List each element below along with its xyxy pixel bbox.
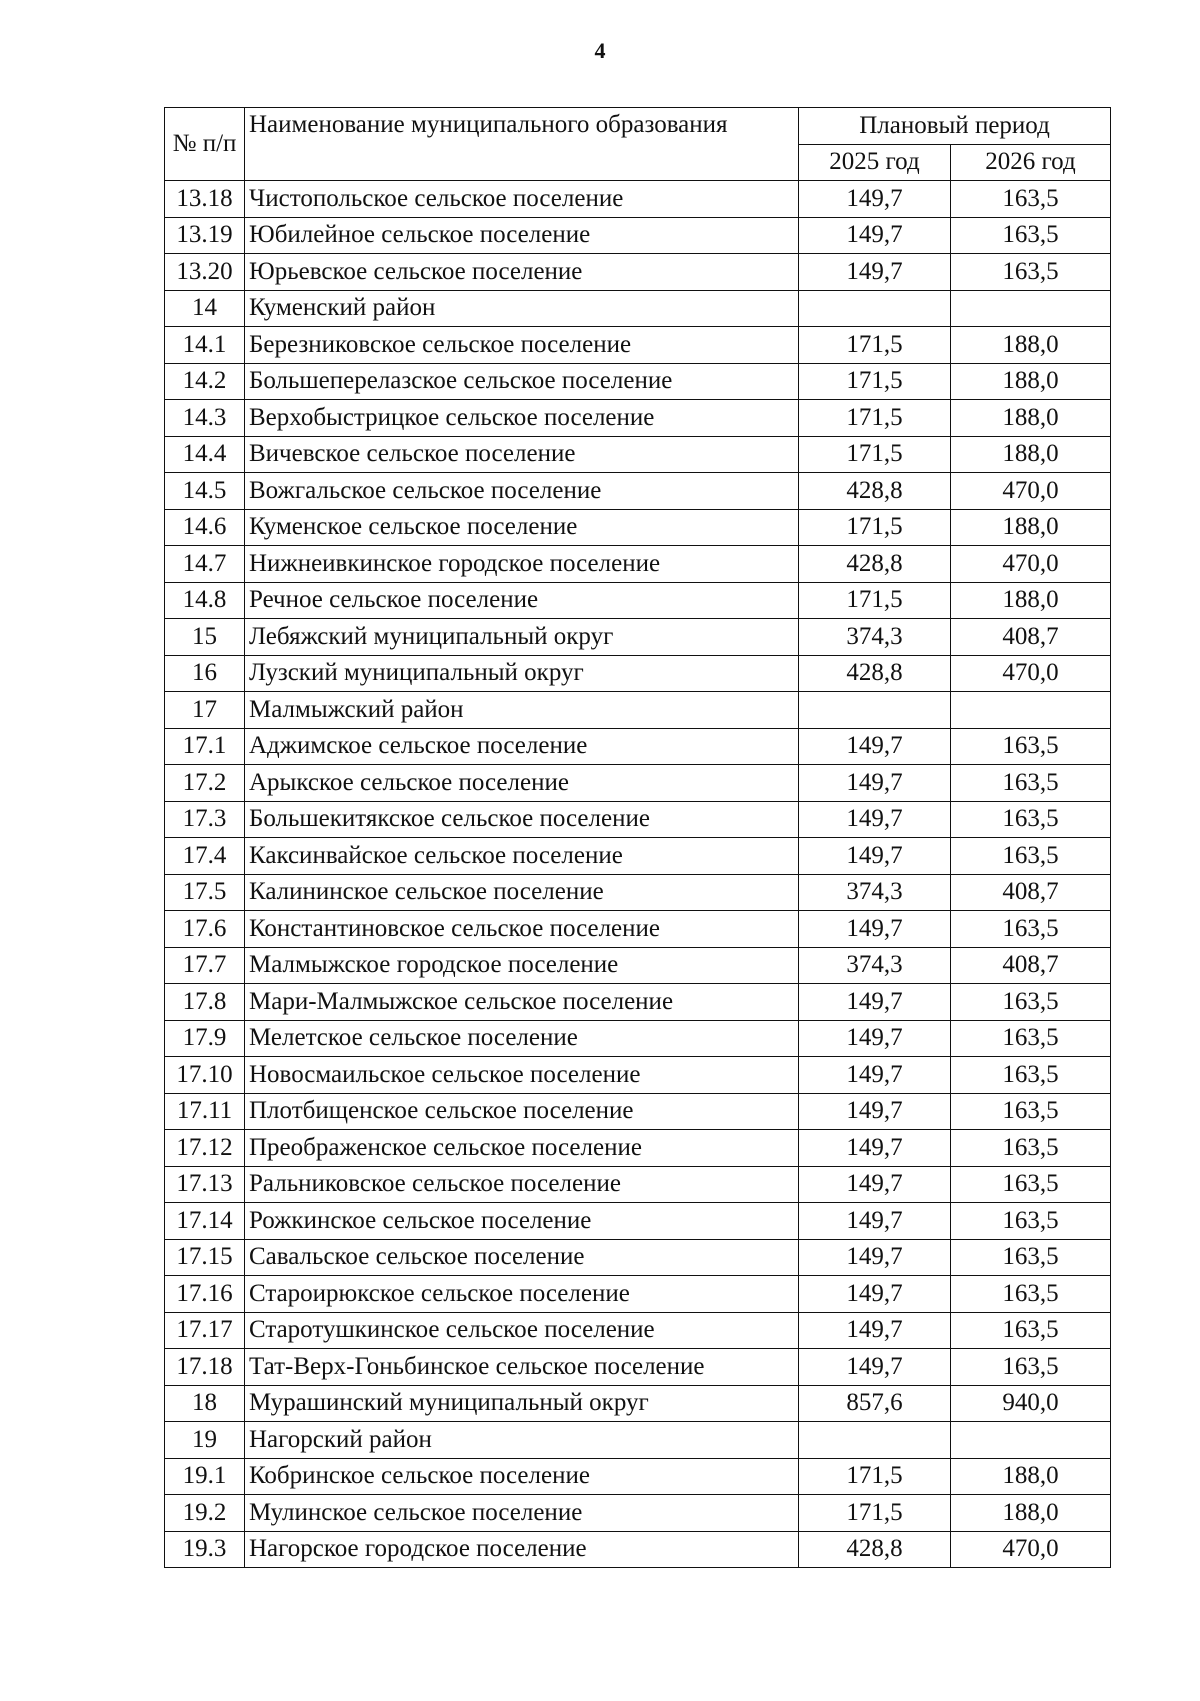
table-row: [165, 290, 1111, 327]
row-value-2025-cell: 171,5: [799, 436, 951, 473]
table-row: [165, 254, 1111, 291]
header-name: Наименование муниципального образования: [245, 108, 799, 181]
row-value-2026-cell: 188,0: [951, 509, 1111, 546]
table-row: [165, 1057, 1111, 1094]
table-body: [165, 181, 1111, 1568]
row-number-cell: 17: [165, 692, 245, 729]
table-row: [165, 1531, 1111, 1568]
row-value-2026-cell: 163,5: [951, 801, 1111, 838]
row-value-2026-cell: 188,0: [951, 1495, 1111, 1532]
table-row: [165, 801, 1111, 838]
row-value-2025-cell: 857,6: [799, 1385, 951, 1422]
row-value-2025-cell: 149,7: [799, 1020, 951, 1057]
row-value-2026-cell: 188,0: [951, 436, 1111, 473]
row-value-2026-cell: 188,0: [951, 363, 1111, 400]
row-name-cell: Рожкинское сельское поселение: [245, 1203, 799, 1240]
row-name-cell: Вожгальское сельское поселение: [245, 473, 799, 510]
row-name-cell: Нагорский район: [245, 1422, 799, 1459]
row-number-cell: 17.4: [165, 838, 245, 875]
row-value-2026-cell: 188,0: [951, 1458, 1111, 1495]
row-name-cell: Березниковское сельское поселение: [245, 327, 799, 364]
row-name-cell: Мари-Малмыжское сельское поселение: [245, 984, 799, 1021]
row-value-2025-cell: 428,8: [799, 655, 951, 692]
row-value-2026-cell: 188,0: [951, 400, 1111, 437]
row-value-2026-cell: [951, 290, 1111, 327]
row-number-cell: 14.3: [165, 400, 245, 437]
row-value-2026-cell: 470,0: [951, 655, 1111, 692]
row-value-2025-cell: 171,5: [799, 1458, 951, 1495]
row-value-2026-cell: 163,5: [951, 765, 1111, 802]
row-value-2025-cell: [799, 692, 951, 729]
row-number-cell: 17.17: [165, 1312, 245, 1349]
row-name-cell: Мелетское сельское поселение: [245, 1020, 799, 1057]
row-number-cell: 17.1: [165, 728, 245, 765]
row-value-2025-cell: 149,7: [799, 254, 951, 291]
table-row: [165, 1239, 1111, 1276]
table-row: [165, 1349, 1111, 1386]
row-name-cell: Новосмаильское сельское поселение: [245, 1057, 799, 1094]
row-value-2026-cell: 470,0: [951, 1531, 1111, 1568]
row-value-2026-cell: 163,5: [951, 1276, 1111, 1313]
row-number-cell: 17.6: [165, 911, 245, 948]
row-number-cell: 16: [165, 655, 245, 692]
row-value-2026-cell: 188,0: [951, 327, 1111, 364]
row-number-cell: 14.5: [165, 473, 245, 510]
row-value-2025-cell: 149,7: [799, 1349, 951, 1386]
row-value-2026-cell: 163,5: [951, 838, 1111, 875]
row-number-cell: 14: [165, 290, 245, 327]
row-number-cell: 13.20: [165, 254, 245, 291]
row-name-cell: Юрьевское сельское поселение: [245, 254, 799, 291]
header-year-2025: 2025 год: [799, 144, 951, 181]
row-value-2026-cell: 188,0: [951, 582, 1111, 619]
row-name-cell: Ральниковское сельское поселение: [245, 1166, 799, 1203]
row-value-2026-cell: 470,0: [951, 546, 1111, 583]
table-row: [165, 655, 1111, 692]
row-value-2025-cell: 149,7: [799, 984, 951, 1021]
row-number-cell: 13.18: [165, 181, 245, 218]
row-value-2026-cell: 163,5: [951, 984, 1111, 1021]
row-value-2026-cell: 163,5: [951, 1349, 1111, 1386]
table-row: [165, 1458, 1111, 1495]
row-value-2025-cell: 149,7: [799, 1166, 951, 1203]
row-number-cell: 17.10: [165, 1057, 245, 1094]
row-value-2025-cell: 149,7: [799, 1312, 951, 1349]
row-value-2026-cell: 163,5: [951, 1130, 1111, 1167]
table-row: [165, 1276, 1111, 1313]
table-row: [165, 911, 1111, 948]
row-number-cell: 17.3: [165, 801, 245, 838]
row-value-2025-cell: 149,7: [799, 1130, 951, 1167]
header-number: № п/п: [165, 108, 245, 181]
row-value-2026-cell: 163,5: [951, 254, 1111, 291]
row-name-cell: Речное сельское поселение: [245, 582, 799, 619]
row-value-2025-cell: 149,7: [799, 1057, 951, 1094]
header-year-2026: 2026 год: [951, 144, 1111, 181]
row-value-2025-cell: 149,7: [799, 728, 951, 765]
row-number-cell: 14.7: [165, 546, 245, 583]
row-value-2025-cell: 171,5: [799, 400, 951, 437]
row-name-cell: Лузский муниципальный округ: [245, 655, 799, 692]
row-value-2026-cell: 163,5: [951, 1093, 1111, 1130]
table-header: [165, 108, 1111, 181]
row-name-cell: Савальское сельское поселение: [245, 1239, 799, 1276]
row-name-cell: Чистопольское сельское поселение: [245, 181, 799, 218]
row-name-cell: Староирюкское сельское поселение: [245, 1276, 799, 1313]
row-value-2025-cell: 149,7: [799, 181, 951, 218]
row-value-2025-cell: 374,3: [799, 874, 951, 911]
row-name-cell: Каксинвайское сельское поселение: [245, 838, 799, 875]
table-row: [165, 181, 1111, 218]
row-value-2026-cell: 163,5: [951, 1312, 1111, 1349]
row-value-2026-cell: 163,5: [951, 1166, 1111, 1203]
table-row: [165, 400, 1111, 437]
row-number-cell: 17.13: [165, 1166, 245, 1203]
row-value-2025-cell: 171,5: [799, 327, 951, 364]
row-name-cell: Арыкское сельское поселение: [245, 765, 799, 802]
row-name-cell: Тат-Верх-Гоньбинское сельское поселение: [245, 1349, 799, 1386]
row-value-2025-cell: 149,7: [799, 217, 951, 254]
row-name-cell: Куменское сельское поселение: [245, 509, 799, 546]
row-number-cell: 17.18: [165, 1349, 245, 1386]
row-value-2026-cell: [951, 692, 1111, 729]
table-row: [165, 1166, 1111, 1203]
row-value-2026-cell: 163,5: [951, 911, 1111, 948]
table-row: [165, 692, 1111, 729]
row-value-2026-cell: 163,5: [951, 1020, 1111, 1057]
row-number-cell: 14.2: [165, 363, 245, 400]
row-number-cell: 13.19: [165, 217, 245, 254]
row-value-2025-cell: 149,7: [799, 1276, 951, 1313]
table-row: [165, 363, 1111, 400]
table-row: [165, 838, 1111, 875]
row-value-2025-cell: [799, 1422, 951, 1459]
row-value-2025-cell: 149,7: [799, 1093, 951, 1130]
row-name-cell: Старотушкинское сельское поселение: [245, 1312, 799, 1349]
row-number-cell: 14.4: [165, 436, 245, 473]
row-name-cell: Аджимское сельское поселение: [245, 728, 799, 765]
row-number-cell: 19.3: [165, 1531, 245, 1568]
row-value-2026-cell: 163,5: [951, 217, 1111, 254]
row-name-cell: Мулинское сельское поселение: [245, 1495, 799, 1532]
row-number-cell: 18: [165, 1385, 245, 1422]
table-row: [165, 509, 1111, 546]
table-row: [165, 1020, 1111, 1057]
row-number-cell: 14.6: [165, 509, 245, 546]
table-row: [165, 1312, 1111, 1349]
row-name-cell: Большекитякское сельское поселение: [245, 801, 799, 838]
table-row: [165, 1093, 1111, 1130]
row-number-cell: 17.16: [165, 1276, 245, 1313]
row-number-cell: 17.11: [165, 1093, 245, 1130]
header-planned-period: Плановый период: [799, 108, 1111, 145]
row-name-cell: Верхобыстрицкое сельское поселение: [245, 400, 799, 437]
row-name-cell: Малмыжский район: [245, 692, 799, 729]
table-row: [165, 436, 1111, 473]
row-name-cell: Плотбищенское сельское поселение: [245, 1093, 799, 1130]
row-name-cell: Малмыжское городское поселение: [245, 947, 799, 984]
row-name-cell: Преображенское сельское поселение: [245, 1130, 799, 1167]
row-value-2026-cell: 163,5: [951, 1203, 1111, 1240]
row-value-2025-cell: 149,7: [799, 911, 951, 948]
row-value-2025-cell: 149,7: [799, 1239, 951, 1276]
table-row: [165, 1203, 1111, 1240]
row-name-cell: Нагорское городское поселение: [245, 1531, 799, 1568]
table-row: [165, 546, 1111, 583]
row-number-cell: 14.8: [165, 582, 245, 619]
table-row: [165, 874, 1111, 911]
row-value-2025-cell: 171,5: [799, 363, 951, 400]
row-value-2026-cell: 408,7: [951, 619, 1111, 656]
row-name-cell: Юбилейное сельское поселение: [245, 217, 799, 254]
row-value-2026-cell: 163,5: [951, 1057, 1111, 1094]
table-row: [165, 728, 1111, 765]
table-row: [165, 327, 1111, 364]
table-row: [165, 1495, 1111, 1532]
row-number-cell: 15: [165, 619, 245, 656]
row-number-cell: 14.1: [165, 327, 245, 364]
row-name-cell: Большеперелазское сельское поселение: [245, 363, 799, 400]
table-row: [165, 582, 1111, 619]
row-name-cell: Константиновское сельское поселение: [245, 911, 799, 948]
row-value-2026-cell: 408,7: [951, 947, 1111, 984]
row-value-2026-cell: 470,0: [951, 473, 1111, 510]
row-value-2025-cell: 428,8: [799, 546, 951, 583]
table-row: [165, 947, 1111, 984]
row-value-2025-cell: 428,8: [799, 473, 951, 510]
row-name-cell: Нижнеивкинское городское поселение: [245, 546, 799, 583]
row-number-cell: 17.8: [165, 984, 245, 1021]
row-number-cell: 19.2: [165, 1495, 245, 1532]
row-number-cell: 17.5: [165, 874, 245, 911]
table-row: [165, 1385, 1111, 1422]
table-row: [165, 984, 1111, 1021]
table-row: [165, 619, 1111, 656]
row-name-cell: Лебяжский муниципальный округ: [245, 619, 799, 656]
row-value-2026-cell: 163,5: [951, 1239, 1111, 1276]
row-value-2026-cell: 408,7: [951, 874, 1111, 911]
row-value-2025-cell: 171,5: [799, 582, 951, 619]
row-number-cell: 17.9: [165, 1020, 245, 1057]
row-value-2025-cell: 149,7: [799, 801, 951, 838]
row-name-cell: Куменский район: [245, 290, 799, 327]
row-value-2026-cell: 163,5: [951, 181, 1111, 218]
budget-table: [164, 107, 1111, 1568]
row-number-cell: 17.15: [165, 1239, 245, 1276]
row-name-cell: Калининское сельское поселение: [245, 874, 799, 911]
row-value-2025-cell: 149,7: [799, 765, 951, 802]
row-value-2026-cell: [951, 1422, 1111, 1459]
row-name-cell: Кобринское сельское поселение: [245, 1458, 799, 1495]
row-value-2025-cell: 374,3: [799, 947, 951, 984]
row-number-cell: 19.1: [165, 1458, 245, 1495]
row-value-2026-cell: 163,5: [951, 728, 1111, 765]
table-row: [165, 1422, 1111, 1459]
table-row: [165, 1130, 1111, 1167]
table-row: [165, 765, 1111, 802]
row-number-cell: 17.14: [165, 1203, 245, 1240]
row-value-2025-cell: [799, 290, 951, 327]
row-name-cell: Мурашинский муниципальный округ: [245, 1385, 799, 1422]
row-value-2026-cell: 940,0: [951, 1385, 1111, 1422]
row-value-2025-cell: 374,3: [799, 619, 951, 656]
row-number-cell: 19: [165, 1422, 245, 1459]
table-row: [165, 217, 1111, 254]
row-value-2025-cell: 171,5: [799, 1495, 951, 1532]
table-row: [165, 473, 1111, 510]
row-value-2025-cell: 171,5: [799, 509, 951, 546]
row-value-2025-cell: 149,7: [799, 838, 951, 875]
row-name-cell: Вичевское сельское поселение: [245, 436, 799, 473]
row-number-cell: 17.12: [165, 1130, 245, 1167]
row-number-cell: 17.2: [165, 765, 245, 802]
row-value-2025-cell: 149,7: [799, 1203, 951, 1240]
row-number-cell: 17.7: [165, 947, 245, 984]
page-number: 4: [594, 38, 606, 63]
row-value-2025-cell: 428,8: [799, 1531, 951, 1568]
